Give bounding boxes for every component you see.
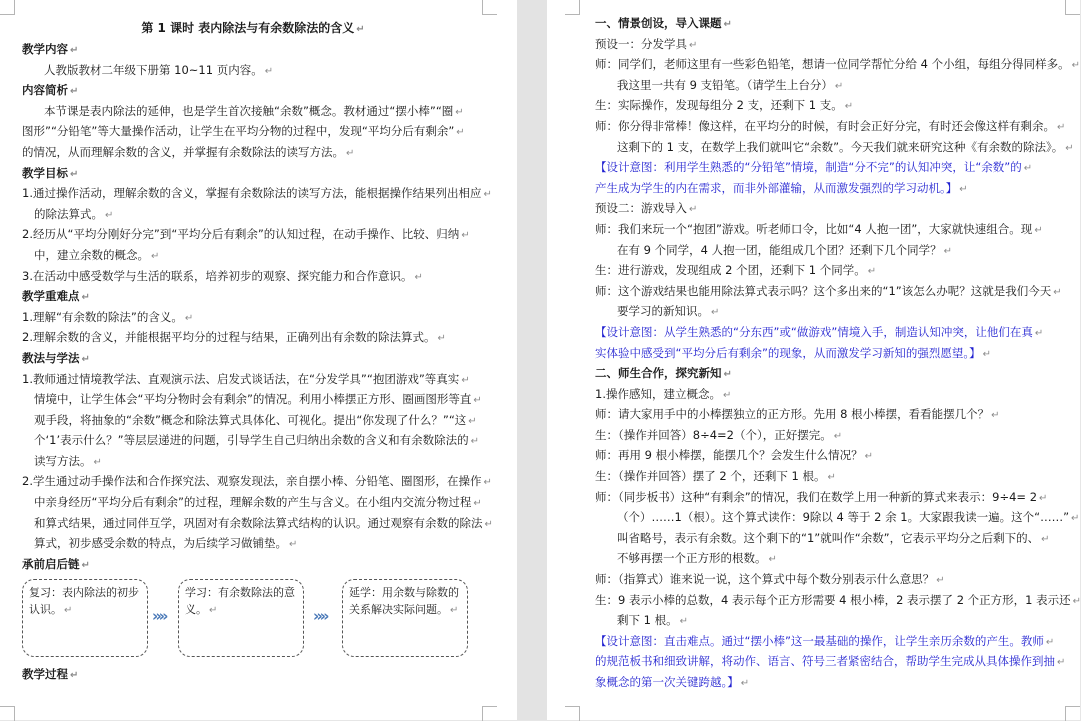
- section-heading: 情境中，让学生体会“平均分物时会有剩余”的情况。利用小棒摆正方形、圈画图形等直 ↵: [34, 392, 482, 407]
- text-line: 生：实际操作，发现每组分 2 支，还剩下 1 支。 ↵: [595, 98, 854, 113]
- text-line: 生：9 表示小棒的总数，4 表示每个正方形需要 4 根小棒，2 表示摆了 2 个正方形，1 表示还 ↵: [595, 592, 1081, 607]
- crop-mark: [482, 706, 497, 721]
- text-line: 2.经历从“平均分刚好分完”到“平均分后有剩余”的认知过程，在动手操作、比较、归纳 ↵: [22, 227, 470, 242]
- text-line: 预设一：分发学具 ↵: [595, 36, 698, 51]
- text-line: 生：（操作并回答）8÷4=2（个），正好摆完。 ↵: [595, 427, 843, 442]
- text-line: 1.教师通过情境教学法、直观演示法、启发式谈话法，在“分发学具”“抱团游戏”等真实 ↵: [22, 371, 470, 386]
- design-intent-line: 产生成为学生的内在需求，而非外部灌输，从而激发强烈的学习动机。】 ↵: [595, 180, 968, 195]
- text-line: 不够再摆一个正方形的根数。 ↵: [617, 551, 777, 566]
- text-line: （个）……1（根）。这个算式读作：9除以 4 等于 2 余 1。大家跟我读一遍。这个“……” ↵: [617, 510, 1080, 525]
- text-line: 1.操作感知，建立概念。 ↵: [595, 386, 732, 401]
- section-heading: 教学过程 ↵: [22, 667, 79, 682]
- section-heading: 内容简析 ↵: [22, 83, 79, 98]
- section-heading: 观手段，将抽象的“余数”概念和除法算式具体化、可视化。提出“你发现了什么？”“这 ↵: [34, 412, 477, 427]
- text-line: 本节课是表内除法的延伸，也是学生首次接触“余数”概念。教材通过“摆小棒”“圈 ↵: [44, 103, 464, 118]
- section-heading: 和算式结果，通过同伴互学，巩固对有余数除法算式结构的认识。通过观察有余数的除法 ↵: [34, 515, 493, 530]
- text-line: 师：我们来玩一个“抱团”游戏。听老师口令，比如“4 人抱一团”，大家就快速组合。现 ↵: [595, 221, 1043, 236]
- connection-chain: [22, 579, 484, 665]
- crop-mark: [565, 706, 580, 721]
- crop-mark: [482, 0, 497, 15]
- design-intent-line: 象概念的第一次关键跨越。】 ↵: [595, 675, 750, 689]
- chain-box-extend: 延学：用余数与除数的关系解决实际问题。 ↵: [342, 579, 468, 657]
- section-heading: 教学重难点 ↵: [22, 289, 90, 304]
- text-line: 师：（同步板书）这种“有剩余”的情况，我们在数学上用一种新的算式来表示：9÷4= 2 ↵: [595, 489, 1048, 504]
- text-line: 人教版教材二年级下册第 10~11 页内容。 ↵: [44, 62, 274, 77]
- crop-mark: [0, 0, 15, 15]
- text-line: 在有 9 个同学，4 人抱一团，能组成几个团？还剩下几个同学？ ↵: [617, 242, 952, 257]
- text-line: 预设二：游戏导入 ↵: [595, 201, 698, 216]
- crop-mark: [1065, 706, 1080, 721]
- text-line: 2.理解余数的含义，并能根据平均分的过程与结果，正确列出有余数的除法算式。 ↵: [22, 330, 446, 345]
- text-line: 3.在活动中感受数学与生活的联系，培养初步的观察、探究能力和合作意识。 ↵: [22, 268, 423, 283]
- crop-mark: [565, 0, 580, 15]
- text-line: 师：你分得非常棒！像这样，在平均分的时候，有时会正好分完，有时还会像这样有剩余。 ↵: [595, 118, 1066, 133]
- section-heading: 个‘1’表示什么？”等层层递进的问题，引导学生自己归纳出余数的含义和有余数除法的 ↵: [34, 433, 479, 448]
- design-intent-line: 【设计意图：直击难点。通过“摆小棒”这一最基础的操作，让学生亲历余数的产生。教师 ↵: [595, 633, 1055, 648]
- document-page-right: [547, 0, 1080, 720]
- text-line: 剩下 1 根。 ↵: [617, 613, 689, 628]
- section-heading: 二、师生合作，探究新知 ↵: [595, 366, 732, 381]
- chevron-right-icon: »»: [313, 607, 327, 626]
- section-heading: 中亲身经历“平均分后有剩余”的过程，理解余数的产生与含义。在小组内交流分物过程 ↵: [34, 495, 482, 510]
- text-line: 师：请大家用手中的小棒摆独立的正方形。先用 8 根小棒摆，看看能摆几个？ ↵: [595, 407, 1000, 422]
- left-page-content[interactable]: [22, 0, 493, 686]
- text-line: 生：进行游戏，发现组成 2 个团，还剩下 1 个同学。 ↵: [595, 263, 877, 278]
- design-intent-line: 【设计意图：从学生熟悉的“分东西”或“做游戏”情境入手，制造认知冲突，让他们在真 ↵: [595, 324, 1044, 339]
- lesson-title: 第 1 课时 表内除法与有余数除法的含义 ↵: [141, 21, 365, 35]
- text-line: 我这里一共有 9 支铅笔。（请学生上台分） ↵: [617, 77, 844, 92]
- document-page-left: [0, 0, 517, 720]
- crop-mark: [1065, 0, 1080, 15]
- section-heading: 读写方法。 ↵: [34, 453, 102, 468]
- section-heading: 算式，初步感受余数的特点，为后续学习做铺垫。 ↵: [34, 536, 298, 551]
- text-line: 要学习的新知识。 ↵: [617, 304, 720, 319]
- text-line: 1.通过操作活动，理解余数的含义，掌握有余数除法的读写方法，能根据操作结果列出相应 ↵: [22, 186, 492, 201]
- design-intent-line: 【设计意图：利用学生熟悉的“分铅笔”情境，制造“分不完”的认知冲突，让“余数”的 ↵: [595, 160, 1033, 175]
- section-heading: 教学目标 ↵: [22, 165, 79, 180]
- section-heading: 教学内容 ↵: [22, 42, 79, 56]
- text-line: 2.学生通过动手操作法和合作探究法、观察发现法，亲自摆小棒、分铅笔、圈图形，在操作 ↵: [22, 474, 492, 489]
- design-intent-line: 实体验中感受到“平均分后有剩余”的现象，从而激发学习新知的强烈愿望。】 ↵: [595, 345, 992, 360]
- section-heading: 的除法算式。 ↵: [34, 206, 114, 221]
- section-heading: 中，建立余数的概念。 ↵: [34, 247, 160, 262]
- page-gap: [517, 0, 547, 720]
- section-heading: 一、情景创设，导入课题 ↵: [595, 16, 732, 30]
- chevron-right-icon: »»: [152, 607, 166, 626]
- text-line: 师：再用 9 根小棒摆，能摆几个？会发生什么情况？ ↵: [595, 448, 874, 463]
- text-line: 师：这个游戏结果也能用除法算式表示吗？这个多出来的“1”该怎么办呢？这就是我们今天 ↵: [595, 283, 1062, 298]
- text-line: 生：（操作并回答）摆了 2 个，还剩下 1 根。 ↵: [595, 469, 836, 484]
- right-page-content[interactable]: [595, 14, 1081, 694]
- section-heading: 教法与学法 ↵: [22, 350, 90, 365]
- crop-mark: [0, 706, 15, 721]
- text-line: 师：同学们，老师这里有一些彩色铅笔，想请一位同学帮忙分给 4 个小组，每组分得同样多。 ↵: [595, 57, 1081, 72]
- text-line: 的情况，从而理解余数的含义，并掌握有余数除法的读写方法。 ↵: [22, 144, 355, 159]
- chain-box-review: 复习：表内除法的初步认识。 ↵: [22, 579, 148, 657]
- section-heading: 承前启后链 ↵: [22, 556, 90, 571]
- text-line: 图形”“分铅笔”等大量操作活动，让学生在平均分物的过程中，发现“平均分后有剩余” ↵: [22, 124, 465, 139]
- text-line: 叫省略号，表示有余数。这个剩下的“1”就叫作“余数”，它表示平均分之后剩下的、 ↵: [617, 530, 1050, 545]
- text-line: 这剩下的 1 支，在数学上我们就叫它“余数”。今天我们就来研究这种《有余数的除法》。 ↵: [617, 139, 1074, 154]
- text-line: 1.理解“有余数的除法”的含义。 ↵: [22, 309, 194, 324]
- text-line: 师：（指算式）谁来说一说，这个算式中每个数分别表示什么意思？ ↵: [595, 572, 945, 587]
- chain-box-learn: 学习：有余数除法的意义。 ↵: [178, 579, 304, 657]
- design-intent-line: 的规范板书和细致讲解，将动作、语言、符号三者紧密结合，帮助学生完成从具体操作到抽 ↵: [595, 654, 1066, 669]
